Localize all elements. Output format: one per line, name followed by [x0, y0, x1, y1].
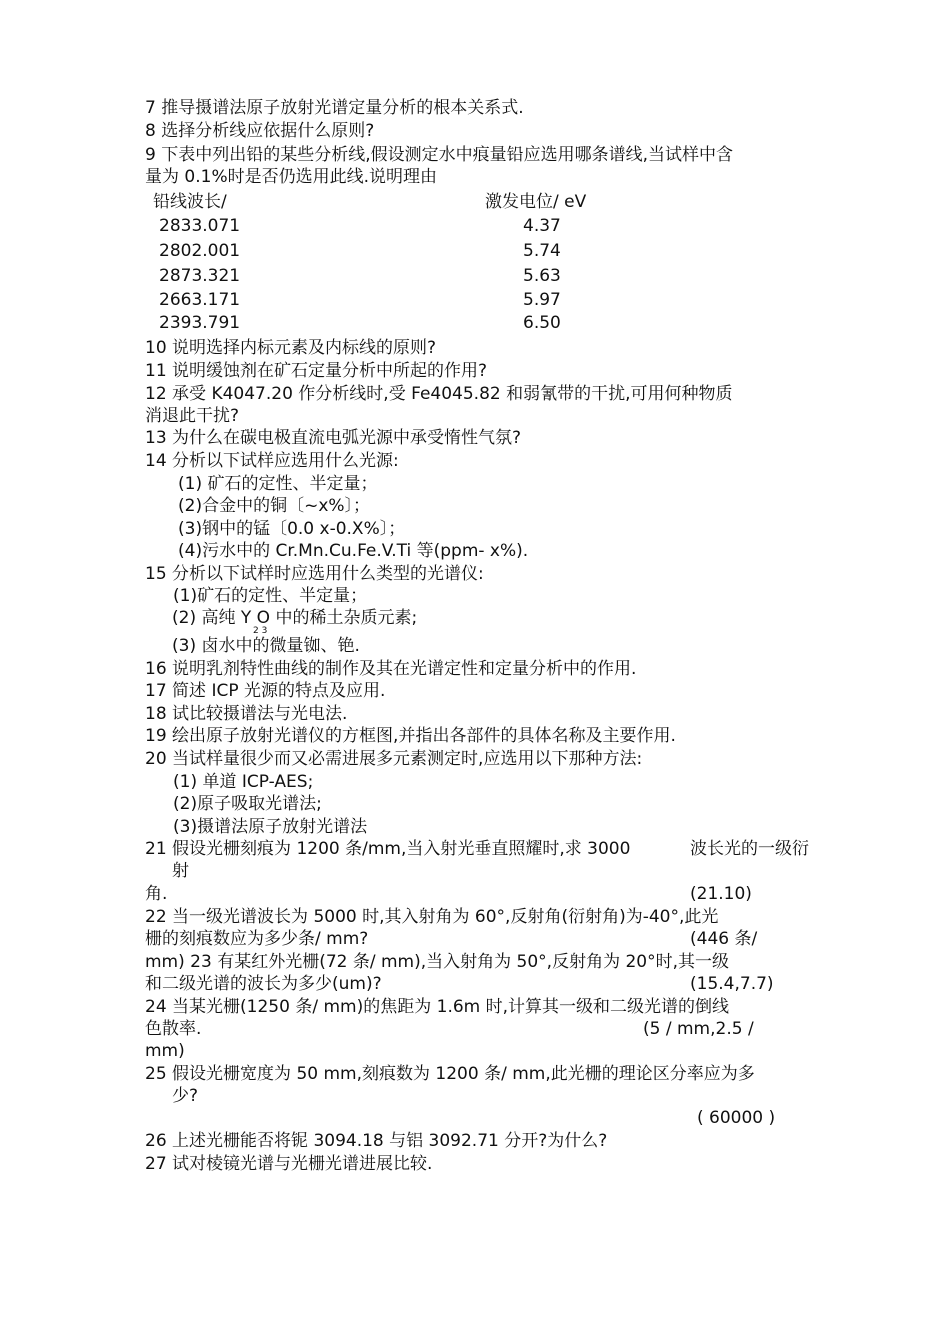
question-7: 7 推导摄谱法原子放射光谱定量分析的根本关系式. — [145, 98, 524, 118]
question-14-item: (3)钢中的锰〔0.0 x-0.X%〕； — [178, 519, 406, 539]
question-20-item: (2)原子吸取光谱法; — [173, 794, 322, 814]
question-21-line-1: 21 假设光栅刻痕为 1200 条/mm,当入射光垂直照耀时,求 3000 — [145, 839, 631, 859]
question-21-line-2: 射 — [172, 861, 189, 881]
question-23-line-1: mm) 23 有某红外光栅(72 条/ mm),当入射角为 50°,反射角为 20°时,其一级 — [145, 952, 730, 972]
table-cell-wavelength: 2833.071 — [159, 216, 241, 236]
table-cell-potential: 5.63 — [523, 266, 561, 286]
question-12-line-1: 12 承受 K4047.20 作分析线时,受 Fe4045.82 和弱氰带的干扰,可用何种物质 — [145, 384, 733, 404]
question-27: 27 试对棱镜光谱与光栅光谱进展比较. — [145, 1154, 433, 1174]
question-24-line-1: 24 当某光栅(1250 条/ mm)的焦距为 1.6m 时,计算其一级和二级光谱的倒线 — [145, 997, 730, 1017]
question-25-answer: ( 60000 ) — [697, 1108, 776, 1128]
question-14-item: (4)污水中的 Cr.Mn.Cu.Fe.V.Ti 等(ppm- x%). — [178, 541, 529, 561]
question-8: 8 选择分析线应依据什么原则? — [145, 121, 375, 141]
question-15-title: 15 分析以下试样时应选用什么类型的光谱仪: — [145, 564, 484, 584]
question-15-item: (2) 高纯 Y O 中的稀土杂质元素; — [172, 608, 418, 628]
question-16: 16 说明乳剂特性曲线的制作及其在光谱定性和定量分析中的作用. — [145, 659, 637, 679]
question-9-line-1: 9 下表中列出铅的某些分析线,假设测定水中痕量铅应选用哪条谱线,当试样中含 — [145, 145, 734, 165]
question-25-line-2: 少? — [172, 1086, 199, 1106]
question-21-line-3: 角. — [145, 884, 168, 904]
question-9-line-2: 量为 0.1%时是否仍选用此线.说明理由 — [145, 167, 437, 187]
question-15-item: (3) 卤水中的微量铷、铯. — [172, 636, 360, 656]
question-12-line-2: 消退此干扰? — [145, 406, 240, 426]
table-cell-potential: 5.97 — [523, 290, 561, 310]
question-15-item: (1)矿石的定性、半定量； — [173, 586, 368, 606]
question-22-line-2: 栅的刻痕数应为多少条/ mm? — [145, 929, 369, 949]
table-cell-potential: 6.50 — [523, 313, 561, 333]
table-cell-wavelength: 2393.791 — [159, 313, 241, 333]
question-20-title: 20 当试样量很少而又必需进展多元素测定时,应选用以下那种方法: — [145, 749, 643, 769]
table-cell-wavelength: 2663.171 — [159, 290, 241, 310]
table-header-potential: 激发电位/ eV — [485, 192, 587, 212]
question-22-answer: (446 条/ — [690, 929, 758, 949]
question-23-answer: (15.4,7.7) — [690, 974, 774, 994]
table-cell-wavelength: 2802.001 — [159, 241, 241, 261]
question-24-line-3: mm) — [145, 1041, 185, 1061]
question-14-item: (2)合金中的铜〔~x%〕； — [178, 496, 371, 516]
question-17: 17 简述 ICP 光源的特点及应用. — [145, 681, 386, 701]
question-18: 18 试比较摄谱法与光电法. — [145, 704, 348, 724]
question-23-line-2: 和二级光谱的波长为多少(um)? — [145, 974, 382, 994]
table-cell-wavelength: 2873.321 — [159, 266, 241, 286]
question-14-title: 14 分析以下试样应选用什么光源: — [145, 451, 399, 471]
question-10: 10 说明选择内标元素及内标线的原则? — [145, 338, 437, 358]
table-header-wavelength: 铅线波长/ — [153, 192, 227, 212]
table-cell-potential: 4.37 — [523, 216, 561, 236]
subscript-formula: 2 3 — [253, 626, 268, 636]
question-25-line-1: 25 假设光栅宽度为 50 mm,刻痕数为 1200 条/ mm,此光栅的理论区分率应为多 — [145, 1064, 755, 1084]
question-26: 26 上述光栅能否将铌 3094.18 与铝 3092.71 分开?为什么? — [145, 1131, 608, 1151]
question-20-item: (3)摄谱法原子放射光谱法 — [173, 817, 368, 837]
question-19: 19 绘出原子放射光谱仪的方框图,并指出各部件的具体名称及主要作用. — [145, 726, 676, 746]
question-20-item: (1) 单道 ICP-AES; — [173, 772, 314, 792]
question-14-item: (1) 矿石的定性、半定量； — [178, 474, 378, 494]
question-11: 11 说明缓蚀剂在矿石定量分析中所起的作用? — [145, 361, 488, 381]
question-21-line-1-tail: 波长光的一级衍 — [690, 839, 809, 859]
question-24-answer: (5 / mm,2.5 / — [643, 1019, 754, 1039]
table-cell-potential: 5.74 — [523, 241, 561, 261]
question-24-line-2: 色散率. — [145, 1019, 202, 1039]
question-22-line-1: 22 当一级光谱波长为 5000 时,其入射角为 60°,反射角(衍射角)为-40°,此光 — [145, 907, 719, 927]
question-21-answer: (21.10) — [690, 884, 752, 904]
question-13: 13 为什么在碳电极直流电弧光源中承受惰性气氛? — [145, 428, 522, 448]
